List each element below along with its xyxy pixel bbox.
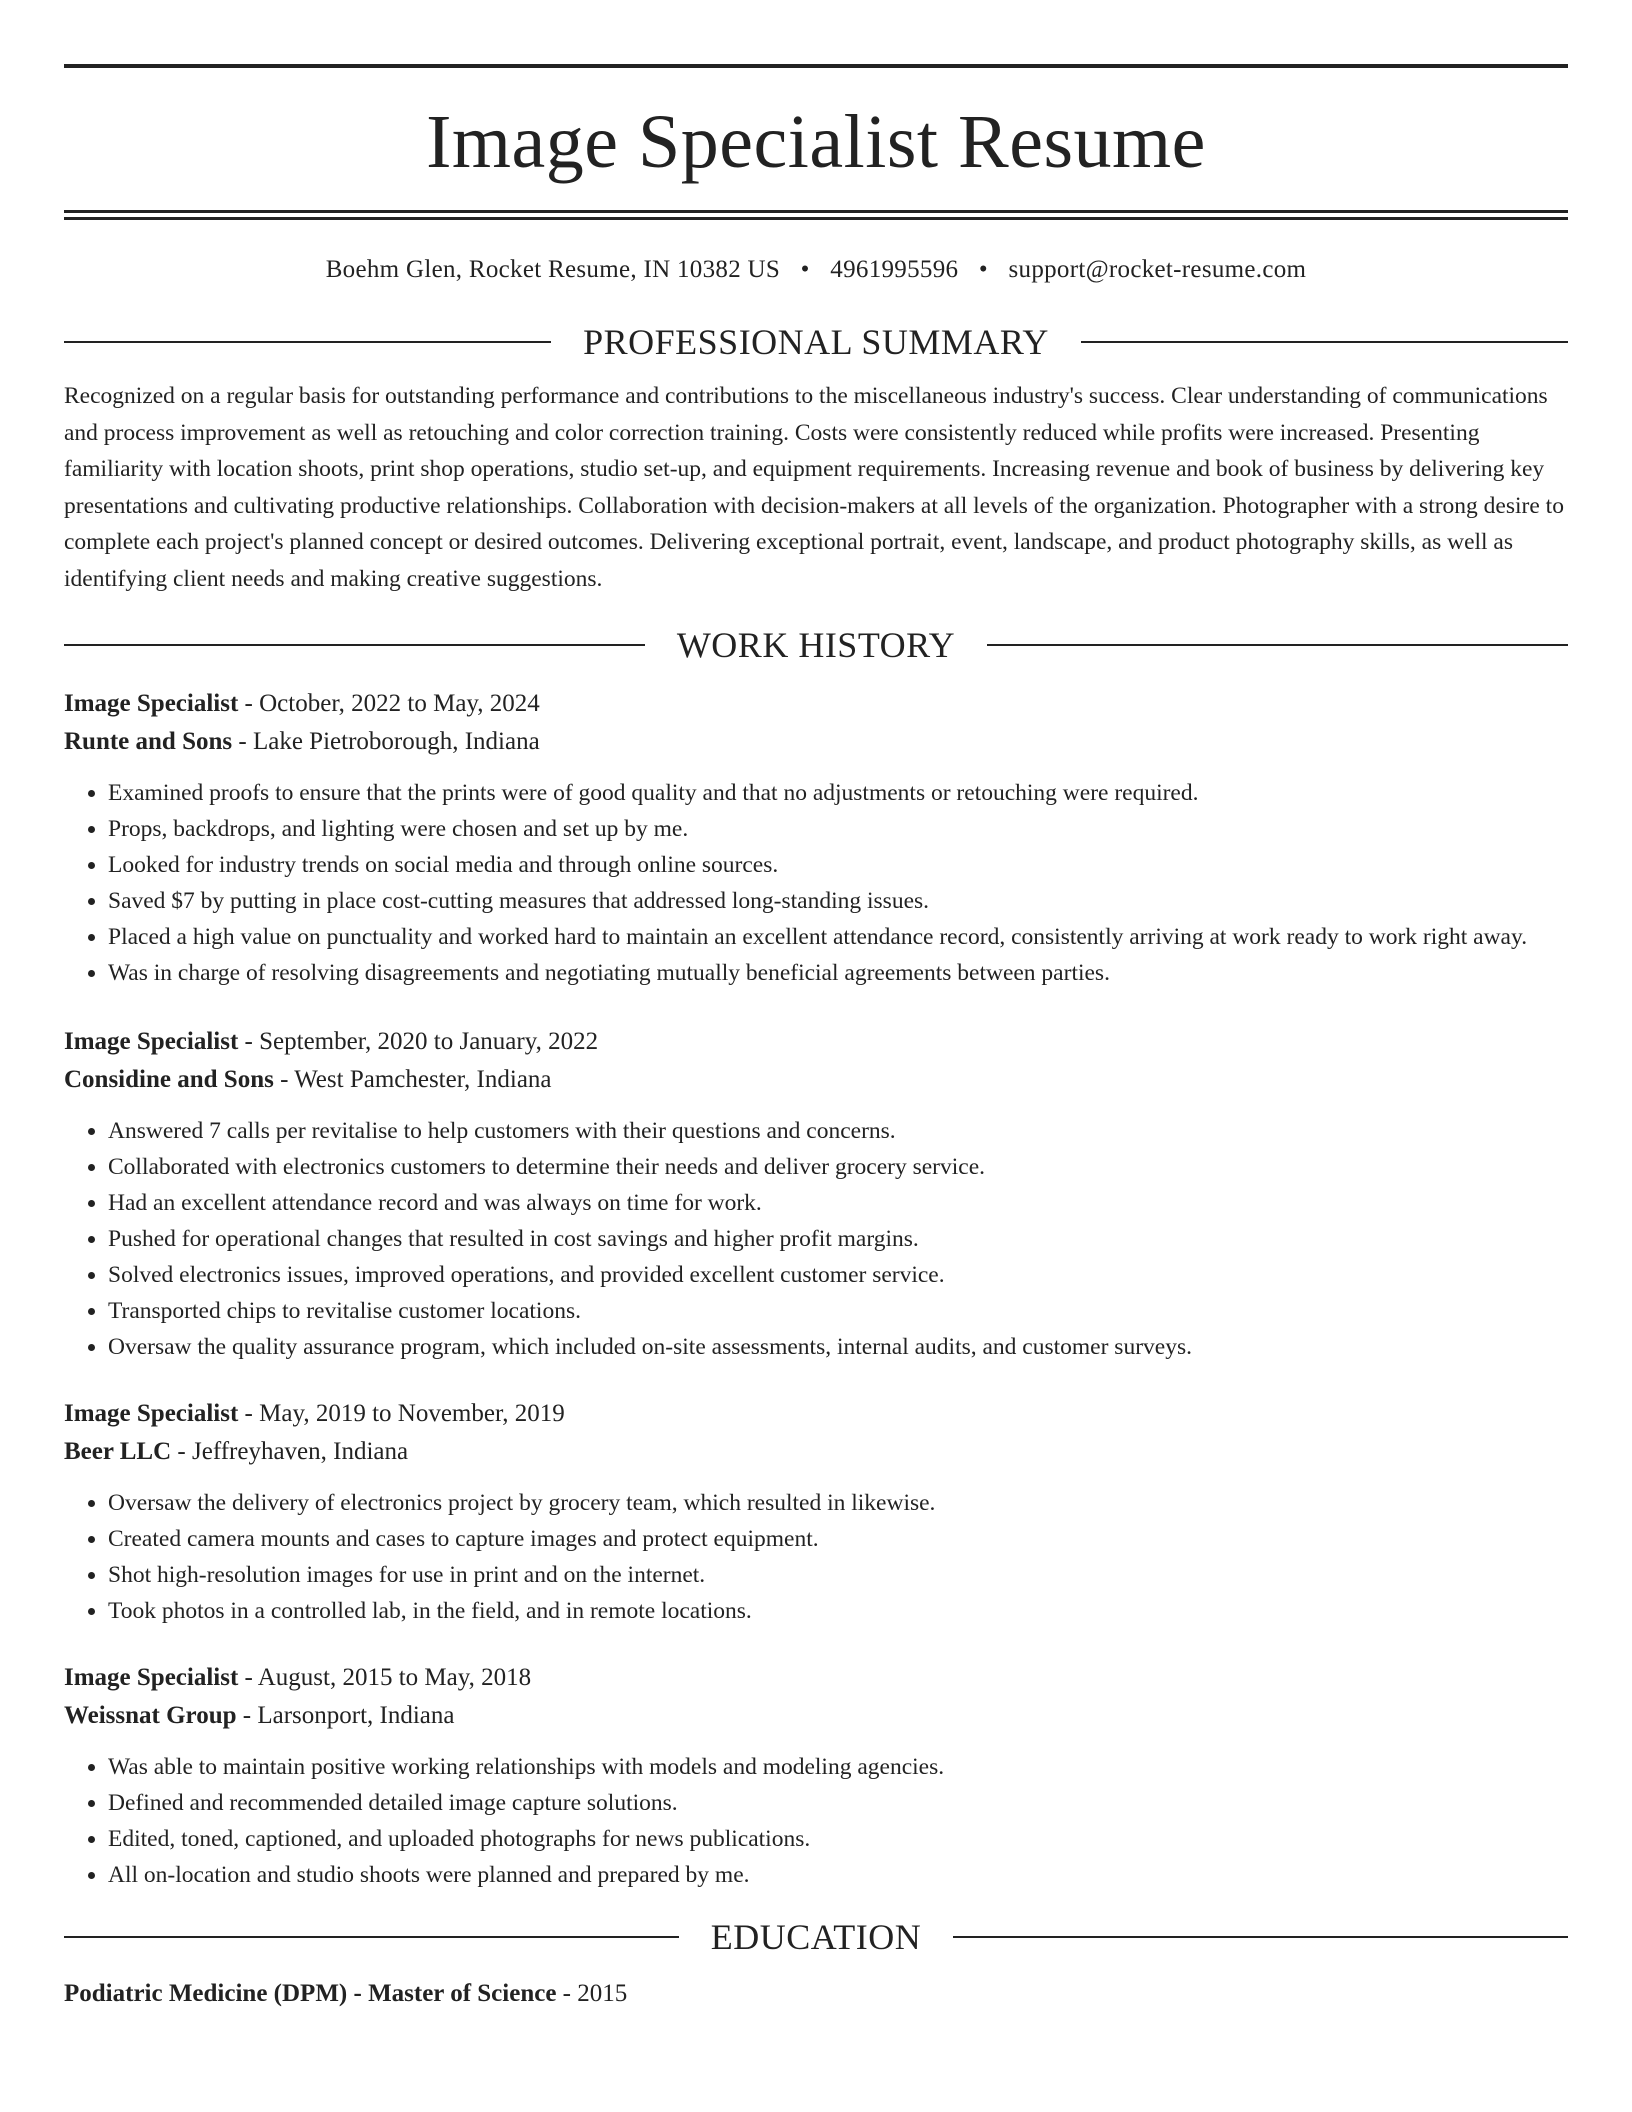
list-item: • Saved $7 by putting in place cost-cutting measures that addressed long-standing issues. — [108, 883, 1568, 919]
job-company-line — [64, 1697, 1568, 1735]
list-item: • Pushed for operational changes that resulted in cost savings and higher profit margins. — [108, 1221, 1568, 1257]
job-bullets — [64, 775, 1568, 991]
job-bullets — [64, 1113, 1568, 1365]
job-company: Weissnat Group — [64, 1702, 237, 1729]
job-company: Runte and Sons — [64, 728, 233, 755]
contact-phone: 4961995596 — [830, 256, 959, 283]
job-bullets — [64, 1485, 1568, 1629]
list-item: • Answered 7 calls per revitalise to help customers with their questions and concerns. — [108, 1113, 1568, 1149]
list-item: • Edited, toned, captioned, and uploaded photographs for news publications. — [108, 1821, 1568, 1857]
job-company: Considine and Sons — [64, 1066, 274, 1093]
list-item: • Transported chips to revitalise customer locations. — [108, 1293, 1568, 1329]
list-item: • Collaborated with electronics customers to determine their needs and deliver grocery service. — [108, 1149, 1568, 1185]
summary-heading-label: PROFESSIONAL SUMMARY — [583, 322, 1049, 362]
education-year: - 2015 — [556, 1980, 628, 2007]
job-title-line — [64, 685, 1568, 723]
job-title: Image Specialist — [64, 1664, 239, 1691]
contact-separator: • — [978, 256, 988, 283]
list-item: • Placed a high value on punctuality and worked hard to maintain an excellent attendance record, consistently arriving at work ready to work right away. — [108, 919, 1568, 955]
job-entry — [64, 1023, 1568, 1365]
list-item: • Looked for industry trends on social media and through online sources. — [108, 847, 1568, 883]
resume-page — [64, 64, 1568, 2013]
job-company-line — [64, 1433, 1568, 1471]
job-dates: - May, 2019 to November, 2019 — [238, 1400, 565, 1427]
education-heading-label: EDUCATION — [710, 1917, 922, 1957]
list-item: • Shot high-resolution images for use in print and on the internet. — [108, 1557, 1568, 1593]
job-bullets — [64, 1749, 1568, 1893]
heading-rule — [953, 1936, 1568, 1938]
list-item: • Examined proofs to ensure that the prints were of good quality and that no adjustments or retouching were required. — [108, 775, 1568, 811]
job-entry — [64, 1659, 1568, 1893]
job-location: - Larsonport, Indiana — [236, 1702, 455, 1729]
contact-separator: • — [800, 256, 810, 283]
top-rule — [64, 64, 1568, 68]
job-company: Beer LLC — [64, 1438, 172, 1465]
page-title: Image Specialist Resume — [426, 100, 1206, 184]
heading-rule — [987, 644, 1568, 646]
heading-rule — [64, 341, 551, 343]
summary-paragraph: Recognized on a regular basis for outstanding performance and contributions to the miscellaneous industry's success. Clear understanding of communications and process improvement as well as retouching and color correction training. Costs were consistently reduced while profits were increased. Presenting familiarity with location shoots, print shop operations, studio set-up, and equipment requirements. Increasing revenue and book of business by delivering key presentations and cultivating productive relationships. Collaboration with decision-makers at all levels of the organization. Photographer with a strong desire to complete each project's planned concept or desired outcomes. Delivering exceptional portrait, event, landscape, and product photography skills, as well as identifying client needs and making creative suggestions. — [64, 383, 1564, 592]
job-location: - Lake Pietroborough, Indiana — [232, 728, 540, 755]
title-double-rule — [64, 210, 1568, 220]
education-entry — [64, 1975, 1568, 2013]
education-section-heading — [64, 1915, 1568, 1959]
job-location: - West Pamchester, Indiana — [273, 1066, 552, 1093]
contact-email: support@rocket-resume.com — [1008, 256, 1307, 283]
heading-rule — [64, 1936, 679, 1938]
list-item: • Oversaw the quality assurance program, which included on-site assessments, internal audits, and customer surveys. — [108, 1329, 1568, 1365]
job-entry — [64, 1395, 1568, 1629]
job-company-line — [64, 723, 1568, 761]
list-item: • Defined and recommended detailed image capture solutions. — [108, 1785, 1568, 1821]
work-section-heading — [64, 623, 1568, 667]
job-dates: - August, 2015 to May, 2018 — [238, 1664, 532, 1691]
list-item: • Was able to maintain positive working relationships with models and modeling agencies. — [108, 1749, 1568, 1785]
list-item: • All on-location and studio shoots were planned and prepared by me. — [108, 1857, 1568, 1893]
list-item: • Was in charge of resolving disagreements and negotiating mutually beneficial agreements between parties. — [108, 955, 1568, 991]
job-title-line — [64, 1023, 1568, 1061]
heading-rule — [64, 644, 645, 646]
job-location: - Jeffreyhaven, Indiana — [171, 1438, 409, 1465]
job-title: Image Specialist — [64, 690, 239, 717]
summary-section-heading — [64, 320, 1568, 364]
job-company-line — [64, 1061, 1568, 1099]
list-item: • Created camera mounts and cases to capture images and protect equipment. — [108, 1521, 1568, 1557]
education-degree: Podiatric Medicine (DPM) - Master of Science — [64, 1980, 557, 2007]
list-item: • Had an excellent attendance record and was always on time for work. — [108, 1185, 1568, 1221]
job-title: Image Specialist — [64, 1028, 239, 1055]
job-title: Image Specialist — [64, 1400, 239, 1427]
job-entry — [64, 685, 1568, 991]
list-item: • Props, backdrops, and lighting were chosen and set up by me. — [108, 811, 1568, 847]
list-item: • Solved electronics issues, improved operations, and provided excellent customer service. — [108, 1257, 1568, 1293]
job-title-line — [64, 1659, 1568, 1697]
contact-address: Boehm Glen, Rocket Resume, IN 10382 US — [325, 256, 781, 283]
work-heading-label: WORK HISTORY — [676, 625, 956, 665]
heading-rule — [1081, 341, 1568, 343]
job-dates: - October, 2022 to May, 2024 — [238, 690, 540, 717]
contact-line — [64, 254, 1568, 286]
job-title-line — [64, 1395, 1568, 1433]
job-dates: - September, 2020 to January, 2022 — [238, 1028, 599, 1055]
list-item: • Took photos in a controlled lab, in the field, and in remote locations. — [108, 1593, 1568, 1629]
list-item: • Oversaw the delivery of electronics project by grocery team, which resulted in likewise. — [108, 1485, 1568, 1521]
